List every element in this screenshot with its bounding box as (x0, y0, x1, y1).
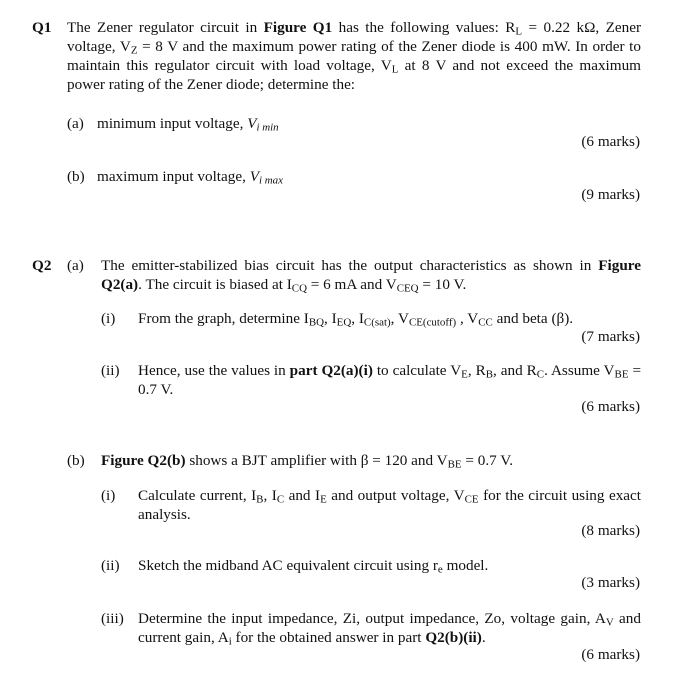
q2ai-marks: (7 marks) (581, 328, 640, 345)
q2ai-label: (i) (101, 310, 116, 327)
q1-stem: The Zener regulator circuit in Figure Q1 has the following values: $R_L = 0.22$ kΩ, Zener voltage, $V_Z = 8$ V and the maximum power rating of the Zener diode is 400 mW. In order to maintain this regulator circuit with load voltage, $V_L$ at 8 V and not exceed the maximum power rating of the Zener diode; determine the: (67, 19, 642, 93)
part-ref: Q2(b)(ii) (425, 629, 482, 646)
figure-ref: Figure Q2(a) (101, 257, 641, 293)
q2biii-marks: (6 marks) (581, 646, 640, 663)
q2bii-marks: (3 marks) (581, 574, 640, 591)
q1b-marks: (9 marks) (581, 186, 640, 203)
q2aii-label: (ii) (101, 362, 120, 379)
q2-number: Q2 (32, 257, 52, 274)
figure-ref: Figure Q2(b) (101, 452, 186, 469)
q2bi-label: (i) (101, 487, 116, 504)
q2bi-text: Calculate current, $I_B$, $I_C$ and $I_E$ and output voltage, $V_{CE}$ for the circuit using exact analysis. (138, 487, 641, 523)
figure-ref: Figure Q1 (263, 19, 333, 36)
q2biii-text: Determine the input impedance, Zi, output impedance, Zo, voltage gain, $A_V$ and current gain, $A_i$ for the obtained answer in part Q2(b)(ii). (138, 610, 641, 648)
q2bii-text: Sketch the midband AC equivalent circuit using $r_e$ model. (138, 557, 489, 576)
q2bi-marks: (8 marks) (581, 522, 640, 539)
q1-number: Q1 (32, 19, 52, 36)
q1b-text: maximum input voltage, $V_{i max}$ (97, 168, 283, 187)
q2aii-marks: (6 marks) (581, 398, 640, 415)
q2a-label: (a) (67, 257, 84, 274)
q1b-label: (b) (67, 168, 85, 185)
q1a-marks: (6 marks) (581, 133, 640, 150)
part-ref: part Q2(a)(i) (289, 362, 373, 379)
q2aii-text: Hence, use the values in part Q2(a)(i) to calculate $V_E$, $R_B$, and $R_C$. Assume $V_{BE} = 0.7$ V. (138, 362, 642, 398)
q2b-stem: Figure Q2(b) shows a BJT amplifier with β = 120 and $V_{BE} = 0.7$ V. (101, 452, 514, 471)
q2a-stem: The emitter-stabilized bias circuit has the output characteristics as shown in Figure Q2(a). The circuit is biased at $I_{CQ} = 6$ mA and $V_{CEQ} = 10$ V. (101, 257, 641, 295)
q2b-label: (b) (67, 452, 85, 469)
q1a-text: minimum input voltage, $V_{i min}$ (97, 115, 279, 134)
q2biii-label: (iii) (101, 610, 124, 627)
q2ai-text: From the graph, determine $I_{BQ}$, $I_{EQ}$, $I_{C(sat)}$, $V_{CE(cutoff)}$ , $V_{CC}$ and beta (β). (138, 310, 574, 329)
q1a-label: (a) (67, 115, 84, 132)
q2bii-label: (ii) (101, 557, 120, 574)
